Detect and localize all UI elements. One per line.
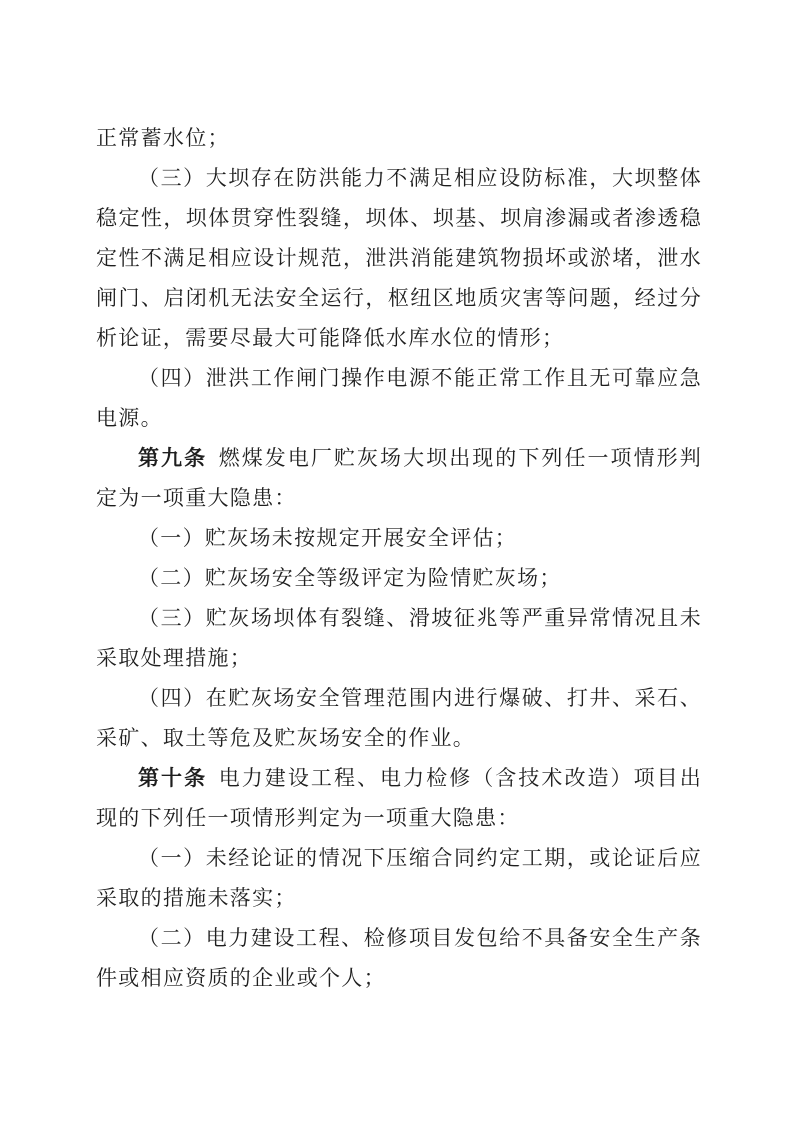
paragraph [96, 918, 702, 998]
paragraph [96, 158, 702, 358]
paragraph [96, 598, 702, 678]
paragraph [96, 358, 702, 438]
paragraph-text: （一）贮灰场未按规定开展安全评估； [138, 526, 518, 550]
paragraph-text: （四）泄洪工作闸门操作电源不能正常工作且无可靠应急电源。 [96, 366, 702, 430]
paragraph-text: （三）贮灰场坝体有裂缝、滑坡征兆等严重异常情况且未采取处理措施； [96, 606, 702, 670]
paragraph [96, 758, 702, 838]
article-number: 第九条 [138, 446, 208, 470]
document-body [96, 118, 702, 998]
paragraph [96, 518, 702, 558]
article-number: 第十条 [138, 766, 208, 790]
paragraph-text: （二）电力建设工程、检修项目发包给不具备安全生产条件或相应资质的企业或个人； [96, 926, 702, 990]
paragraph-text: 正常蓄水位； [96, 126, 230, 150]
paragraph-text: 燃煤发电厂贮灰场大坝出现的下列任一项情形判定为一项重大隐患： [96, 446, 702, 510]
paragraph-text: （二）贮灰场安全等级评定为险情贮灰场； [138, 566, 562, 590]
paragraph [96, 558, 702, 598]
paragraph [96, 678, 702, 758]
paragraph-text: （一）未经论证的情况下压缩合同约定工期，或论证后应采取的措施未落实； [96, 846, 702, 910]
paragraph [96, 838, 702, 918]
paragraph-text: （四）在贮灰场安全管理范围内进行爆破、打井、采石、采矿、取土等危及贮灰场安全的作业。 [96, 686, 702, 750]
paragraph-text: （三）大坝存在防洪能力不满足相应设防标准，大坝整体稳定性，坝体贯穿性裂缝，坝体、坝基、坝肩渗漏或者渗透稳定性不满足相应设计规范，泄洪消能建筑物损坏或淤堵，泄水闸门、启闭机无法安全运行，枢纽区地质灾害等问题，经过分析论证，需要尽最大可能降低水库水位的情形； [96, 166, 702, 350]
paragraph [96, 118, 702, 158]
paragraph-text: 电力建设工程、电力检修（含技术改造）项目出现的下列任一项情形判定为一项重大隐患： [96, 766, 702, 830]
paragraph [96, 438, 702, 518]
